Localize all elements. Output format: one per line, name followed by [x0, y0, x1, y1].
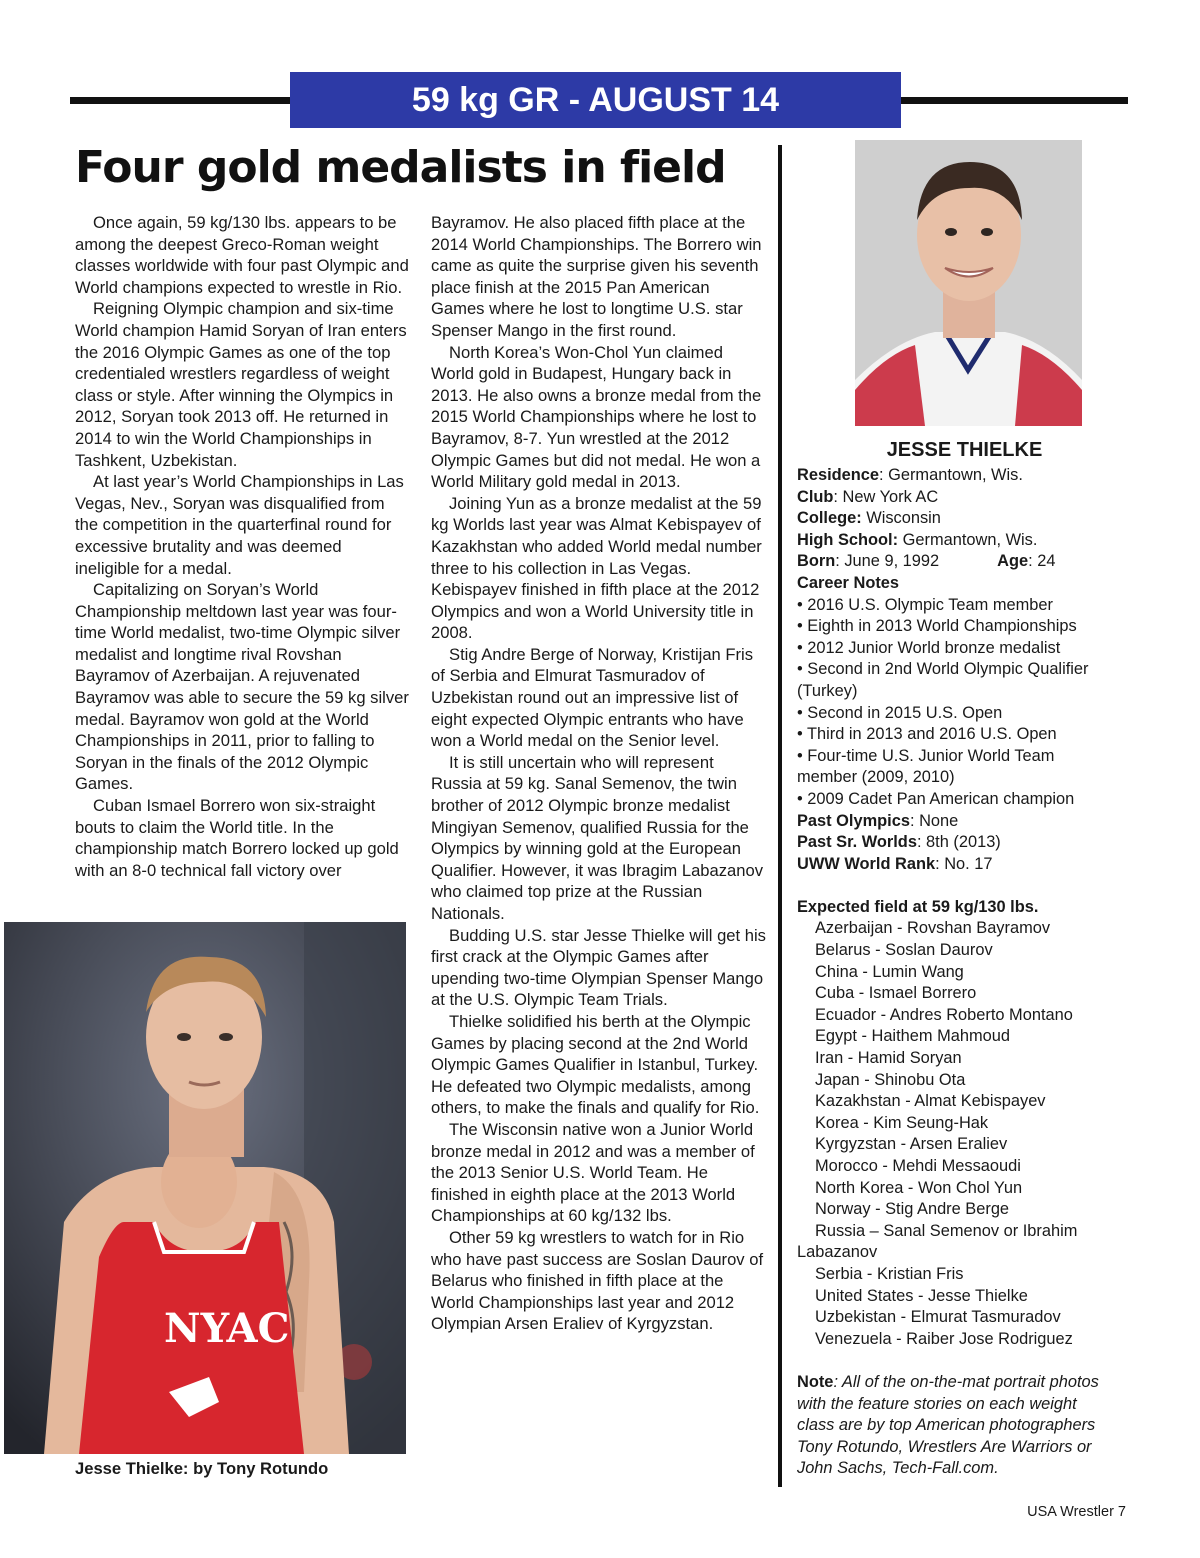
- note-line: : All of the on-the-mat portrait photos: [833, 1372, 1099, 1391]
- paragraph: North Korea’s Won-Chol Yun claimed World gold in Budapest, Hungary back in 2013. He also owns a bronze medal from the 2015 World Championships where he lost to Bayramov, 8-7. Yun wrestled at the 2012 Olympic Games but did not medal. He won a World Military gold medal in 2013.: [431, 342, 762, 492]
- note-line: Tony Rotundo, Wrestlers Are Warriors or: [797, 1437, 1092, 1456]
- portrait-figure-icon: [855, 140, 1082, 426]
- field-entry: Venezuela - Raiber Jose Rodriguez: [815, 1329, 1073, 1348]
- past-worlds-row: [797, 832, 1132, 854]
- past-olympics-value: : None: [909, 811, 959, 830]
- high-school-label: High School:: [797, 530, 899, 549]
- paragraph: Bayramov. He also placed fifth place at the 2014 World Championships. The Borrero win came as quite the surprise given his seventh place finish at the 2015 Pan American Games where he lost to longtime U.S. star Spenser Mango in the first round.: [431, 213, 762, 340]
- career-note: • Third in 2013 and 2016 U.S. Open: [797, 725, 1057, 744]
- paragraph: Once again, 59 kg/130 lbs. appears to be among the deepest Greco-Roman weight classes worldwide with four past Olympic and World champions expected to wrestle in Rio.: [75, 213, 409, 297]
- field-entry: China - Lumin Wang: [815, 962, 964, 981]
- article-column-1: [75, 212, 410, 881]
- expected-field-title: [797, 897, 1132, 919]
- field-entry: Kyrgyzstan - Arsen Eraliev: [815, 1135, 1008, 1154]
- born-label: Born: [797, 552, 836, 571]
- athlete-profile: [797, 438, 1132, 1480]
- note-line: John Sachs, Tech-Fall.com.: [797, 1459, 999, 1478]
- career-note: • 2012 Junior World bronze medalist: [797, 638, 1061, 657]
- field-entry: Norway - Stig Andre Berge: [815, 1200, 1010, 1219]
- note-label: Note: [797, 1372, 834, 1391]
- field-entry: Japan - Shinobu Ota: [815, 1070, 966, 1089]
- field-entry: Russia – Sanal Semenov or Ibrahim: [815, 1221, 1078, 1240]
- wrestler-action-photo: [4, 922, 406, 1454]
- career-note: • 2016 U.S. Olympic Team member: [797, 595, 1053, 614]
- club-label: Club: [797, 487, 834, 506]
- college-value: Wisconsin: [861, 509, 941, 528]
- college-label: College:: [797, 509, 862, 528]
- singlet-text: NYAC: [164, 1305, 290, 1352]
- note-line: with the feature stories on each weight: [797, 1394, 1077, 1413]
- high-school-value: Germantown, Wis.: [898, 530, 1038, 549]
- article-column-2: [431, 212, 767, 1335]
- career-note: • Second in 2015 U.S. Open: [797, 703, 1003, 722]
- expected-field-label: Expected field at 59 kg/130 lbs.: [797, 897, 1039, 916]
- paragraph: It is still uncertain who will represent Russia at 59 kg. Sanal Semenov, the twin brother of 2012 Olympic bronze medalist Mingiyan Semenov, qualified Russia for the Olympics by winning gold at the European Qualifier. However, it was Ibragim Labazanov who claimed top prize at the Russian Nationals.: [431, 752, 764, 923]
- career-note: • Second in 2nd World Olympic Qualifier: [797, 660, 1089, 679]
- residence-label: Residence: [797, 466, 879, 484]
- paragraph: Joining Yun as a bronze medalist at the 59 kg Worlds last year was Almat Kebispayev of Kazakhstan who added World medal number three to his collection in Las Vegas. Kebispayev finished in fifth place at the 2012 Olympics and won a World University title in 2008.: [431, 493, 762, 643]
- past-olympics-label: Past Olympics: [797, 811, 910, 830]
- residence-row: [797, 465, 1132, 487]
- page-footer: USA Wrestler 7: [1027, 1504, 1126, 1520]
- age-value: : 24: [1028, 552, 1056, 571]
- field-entry: United States - Jesse Thielke: [815, 1286, 1028, 1305]
- career-note: member (2009, 2010): [797, 768, 955, 787]
- sidebar-divider: [778, 145, 782, 1487]
- field-entry: Kazakhstan - Almat Kebispayev: [815, 1092, 1046, 1111]
- paragraph: Cuban Ismael Borrero won six-straight bouts to claim the World title. In the championship match Borrero locked up gold with an 8-0 technical fall victory over: [75, 796, 399, 880]
- field-entry: Korea - Kim Seung-Hak: [815, 1113, 989, 1132]
- field-entry: Belarus - Soslan Daurov: [815, 941, 993, 960]
- headline: Four gold medalists in field: [75, 142, 726, 193]
- field-entry-continued: Labazanov: [797, 1243, 878, 1262]
- paragraph: At last year’s World Championships in Las Vegas, Nev., Soryan was disqualified from the competition in the quarterfinal round for excessive brutality and was deemed ineligible for a medal.: [75, 472, 404, 578]
- residence-value: : Germantown, Wis.: [879, 466, 1023, 484]
- field-entry: North Korea - Won Chol Yun: [815, 1178, 1023, 1197]
- world-rank-row: [797, 854, 1132, 876]
- field-entry: Morocco - Mehdi Messaoudi: [815, 1157, 1021, 1175]
- club-row: [797, 487, 1132, 509]
- field-entry: Uzbekistan - Elmurat Tasmuradov: [815, 1308, 1061, 1327]
- past-worlds-value: : 8th (2013): [916, 833, 1001, 852]
- field-entry: Egypt - Haithem Mahmoud: [815, 1027, 1010, 1046]
- past-worlds-label: Past Sr. Worlds: [797, 833, 917, 852]
- field-entry: Cuba - Ismael Borrero: [815, 984, 977, 1003]
- wrestler-portrait-photo: [855, 140, 1082, 426]
- club-value: : New York AC: [833, 487, 939, 506]
- career-note: (Turkey): [797, 681, 858, 700]
- field-entry: Azerbaijan - Rovshan Bayramov: [815, 919, 1051, 938]
- career-note: • 2009 Cadet Pan American champion: [797, 789, 1075, 808]
- athlete-name: JESSE THIELKE: [886, 439, 1043, 461]
- paragraph: Thielke solidified his berth at the Olympic Games by placing second at the 2nd World Olympic Games Qualifier in Istanbul, Turkey. He defeated two Olympic medalists, among others, to make the finals and qualify for Rio.: [431, 1011, 760, 1118]
- paragraph: The Wisconsin native won a Junior World bronze medal in 2012 and was a member of the 2013 Senior U.S. World Team. He finished in eighth place at the 2013 World Championships at 60 kg/132 lbs.: [431, 1119, 755, 1226]
- world-rank-label: UWW World Rank: [797, 854, 936, 873]
- past-olympics-row: [797, 811, 1132, 833]
- career-note: • Eighth in 2013 World Championships: [797, 617, 1077, 636]
- paragraph: Stig Andre Berge of Norway, Kristijan Fris of Serbia and Elmurat Tasmuradov of Uzbekistan round out an impressive list of eight expected Olympic entrants who have won a World medal on the Senior level.: [431, 644, 754, 751]
- photo-note: [797, 1372, 1132, 1394]
- college-row: [797, 508, 1132, 530]
- paragraph: Budding U.S. star Jesse Thielke will get his first crack at the Olympic Games after upending two-time Olympian Spenser Mango at the U.S. Olympic Team Trials.: [431, 925, 766, 1010]
- career-notes-label: Career Notes: [797, 573, 900, 592]
- weight-class-banner: 59 kg GR - AUGUST 14: [290, 72, 901, 128]
- field-entry: Serbia - Kristian Fris: [815, 1264, 964, 1283]
- world-rank-value: : No. 17: [935, 854, 993, 873]
- header-rule-left: [70, 97, 292, 104]
- wrestler-figure-icon: [4, 922, 406, 1454]
- paragraph: Reigning Olympic champion and six-time World champion Hamid Soryan of Iran enters the 2016 Olympic Games as one of the top credentialed wrestlers regardless of weight class or style. After winning the Olympics in 2012, Soryan took 2013 off. He returned in 2014 to win the World Championships in Tashkent, Uzbekistan.: [75, 299, 407, 470]
- high-school-row: [797, 530, 1132, 552]
- born-value: : June 9, 1992: [835, 552, 940, 571]
- field-entry: Iran - Hamid Soryan: [815, 1049, 962, 1068]
- career-notes-heading: [797, 573, 1132, 595]
- career-note: • Four-time U.S. Junior World Team: [797, 746, 1055, 765]
- age-label: Age: [997, 552, 1029, 571]
- paragraph: Other 59 kg wrestlers to watch for in Rio who have past success are Soslan Daurov of Belarus who finished in fifth place at the World Championships last year and 2012 Olympian Arsen Eraliev of Kyrgyzstan.: [431, 1227, 764, 1334]
- born-row: [797, 551, 1132, 573]
- field-entry: Ecuador - Andres Roberto Montano: [815, 1005, 1073, 1024]
- header-rule-right: [899, 97, 1128, 104]
- paragraph: Capitalizing on Soryan’s World Championship meltdown last year was four-time World medalist, two-time Olympic silver medalist and longtime rival Rovshan Bayramov of Azerbaijan. A rejuvenated Bayramov was able to secure the 59 kg silver medal. Bayramov won gold at the World Championships in 2011, prior to falling to Soryan in the finals of the 2012 Olympic Games.: [75, 580, 409, 794]
- photo-caption: Jesse Thielke: by Tony Rotundo: [75, 1459, 329, 1478]
- note-line: class are by top American photographers: [797, 1416, 1096, 1435]
